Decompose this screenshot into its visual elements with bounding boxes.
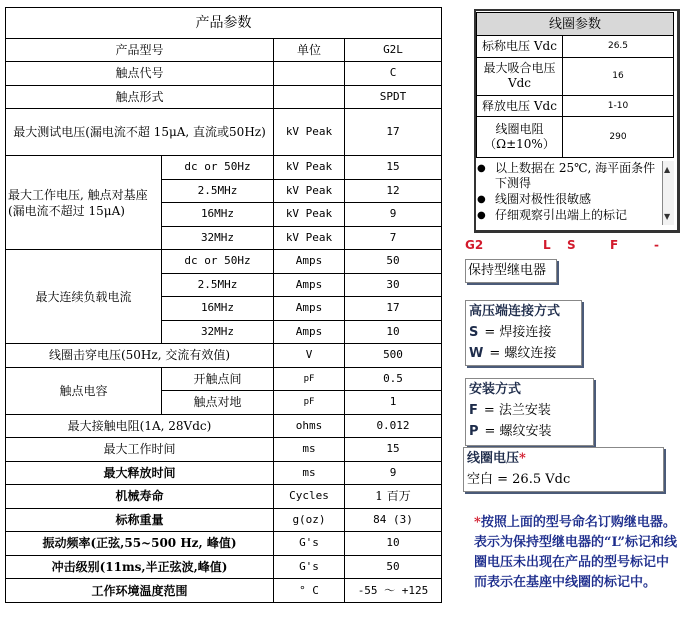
mcc-freq: dc or 50Hz bbox=[162, 250, 274, 274]
mcc-freq: 32MHz bbox=[162, 320, 274, 344]
mwv-value: 9 bbox=[345, 203, 442, 227]
mwv-unit: kV Peak bbox=[274, 156, 345, 180]
option-key: W bbox=[469, 346, 484, 361]
latching-box bbox=[465, 259, 557, 283]
note-item: ● 线圈对极性很敏感 bbox=[477, 192, 592, 206]
scroll-down-icon[interactable]: ▼ bbox=[664, 212, 671, 221]
weight-value: 84 (3) bbox=[345, 508, 442, 532]
contact-resistance-value: 0.012 bbox=[345, 414, 442, 438]
option-item: F = 法兰安装 bbox=[469, 403, 551, 418]
option-key: P bbox=[469, 424, 479, 439]
contact-resistance-unit: ohms bbox=[274, 414, 345, 438]
bullet-icon: ● bbox=[477, 210, 486, 221]
release-time-value: 9 bbox=[345, 461, 442, 485]
mwv-value: 7 bbox=[345, 226, 442, 250]
code-hv: S bbox=[567, 238, 576, 252]
capacitance-value: 0.5 bbox=[345, 367, 442, 391]
mwv-unit: kV Peak bbox=[274, 226, 345, 250]
coil-breakdown-value: 500 bbox=[345, 344, 442, 368]
release-time-label: 最大释放时间 bbox=[6, 461, 274, 485]
note-item: ● 以上数据在 25℃, 海平面条件下测得 bbox=[477, 161, 656, 190]
coil-row-label: 释放电压 Vdc bbox=[477, 96, 563, 117]
coil-breakdown-label: 线圈击穿电压(50Hz, 交流有效值) bbox=[6, 344, 274, 368]
mounting-box bbox=[465, 378, 594, 446]
coil-voltage-box bbox=[463, 447, 664, 492]
max-test-voltage-value: 17 bbox=[345, 109, 442, 156]
coil-notes bbox=[477, 161, 673, 225]
capacitance-sub: 开触点间 bbox=[162, 367, 274, 391]
contact-form-label: 触点形式 bbox=[6, 85, 274, 109]
option-item: W = 螺纹连接 bbox=[469, 346, 557, 361]
option-item: S = 焊接连接 bbox=[469, 325, 552, 340]
vibration-unit: G's bbox=[274, 532, 345, 556]
mechanical-life-label: 机械寿命 bbox=[6, 485, 274, 509]
coil-row-value: 26.5 bbox=[563, 36, 674, 57]
contact-code-value: C bbox=[345, 62, 442, 86]
capacitance-sub: 触点对地 bbox=[162, 391, 274, 415]
vibration-value: 10 bbox=[345, 532, 442, 556]
mcc-unit: Amps bbox=[274, 250, 345, 274]
weight-label: 标称重量 bbox=[6, 508, 274, 532]
weight-unit: g(oz) bbox=[274, 508, 345, 532]
mwv-freq: 16MHz bbox=[162, 203, 274, 227]
mcc-unit: Amps bbox=[274, 320, 345, 344]
mwv-value: 15 bbox=[345, 156, 442, 180]
footnote bbox=[474, 513, 680, 593]
footnote-text: 按照上面的型号命名订购继电器。表示为保持型继电器的“L”标记和线圈电压未出现在产品的型号标记中而表示在基座中线圈的标记中。 bbox=[474, 515, 677, 590]
operate-time-value: 15 bbox=[345, 438, 442, 462]
mcc-value: 30 bbox=[345, 273, 442, 297]
max-current-label: 最大连续负载电流 bbox=[6, 250, 162, 344]
asterisk: * bbox=[474, 515, 481, 530]
mechanical-life-unit: Cycles bbox=[274, 485, 345, 509]
max-test-voltage-label: 最大测试电压(漏电流不超 15μA, 直流或50Hz) bbox=[6, 109, 274, 156]
coil-row-value: 16 bbox=[563, 57, 674, 96]
coil-breakdown-unit: V bbox=[274, 344, 345, 368]
max-test-voltage-unit: kV Peak bbox=[274, 109, 345, 156]
coil-row-label: 线圈电阻（Ω±10%） bbox=[477, 117, 563, 158]
header-unit: 单位 bbox=[274, 38, 345, 62]
max-working-voltage-label: 最大工作电压, 触点对基座(漏电流不超过 15μA) bbox=[6, 156, 162, 250]
shock-label: 冲击级别(11ms,半正弦波,峰值) bbox=[6, 555, 274, 579]
option-key: S bbox=[469, 325, 479, 340]
hv-connection-title: 高压端连接方式 bbox=[469, 304, 561, 319]
latching-text: 保持型继电器 bbox=[468, 263, 547, 278]
hv-connection-box bbox=[465, 300, 582, 366]
mwv-unit: kV Peak bbox=[274, 203, 345, 227]
temperature-value: -55 ～ +125 bbox=[345, 579, 442, 603]
coil-voltage-text: 空白 = 26.5 Vdc bbox=[467, 472, 571, 487]
note-item: ● 仔细观察引出端上的标记 bbox=[477, 208, 628, 222]
bullet-icon: ● bbox=[477, 163, 486, 174]
scroll-up-icon[interactable]: ▲ bbox=[664, 165, 671, 174]
mwv-freq: 32MHz bbox=[162, 226, 274, 250]
capacitance-unit: pF bbox=[274, 367, 345, 391]
mounting-title: 安装方式 bbox=[469, 382, 522, 397]
capacitance-unit: pF bbox=[274, 391, 345, 415]
coil-row-label: 标称电压 Vdc bbox=[477, 36, 563, 57]
shock-value: 50 bbox=[345, 555, 442, 579]
coil-row-value: 290 bbox=[563, 117, 674, 158]
contact-code-label: 触点代号 bbox=[6, 62, 274, 86]
option-key: F bbox=[469, 403, 478, 418]
mcc-unit: Amps bbox=[274, 297, 345, 321]
mcc-value: 50 bbox=[345, 250, 442, 274]
code-mounting: F bbox=[610, 238, 619, 252]
notes-scrollbar[interactable] bbox=[662, 161, 674, 225]
code-series: G2 bbox=[465, 238, 484, 252]
operate-time-unit: ms bbox=[274, 438, 345, 462]
table-title: 产品参数 bbox=[6, 8, 442, 39]
contact-resistance-label: 最大接触电阻(1A, 28Vdc) bbox=[6, 414, 274, 438]
mcc-value: 10 bbox=[345, 320, 442, 344]
mcc-unit: Amps bbox=[274, 273, 345, 297]
mcc-value: 17 bbox=[345, 297, 442, 321]
contact-form-value: SPDT bbox=[345, 85, 442, 109]
bullet-icon: ● bbox=[477, 194, 486, 205]
mwv-unit: kV Peak bbox=[274, 179, 345, 203]
release-time-unit: ms bbox=[274, 461, 345, 485]
coil-parameters-table bbox=[476, 12, 674, 158]
option-item: P = 螺纹安装 bbox=[469, 424, 552, 439]
capacitance-label: 触点电容 bbox=[6, 367, 162, 414]
coil-table-title: 线圈参数 bbox=[477, 13, 674, 36]
capacitance-value: 1 bbox=[345, 391, 442, 415]
shock-unit: G's bbox=[274, 555, 345, 579]
temperature-unit: ° C bbox=[274, 579, 345, 603]
coil-row-value: 1-10 bbox=[563, 96, 674, 117]
vibration-label: 振动频率(正弦,55~500 Hz, 峰值) bbox=[6, 532, 274, 556]
mcc-freq: 16MHz bbox=[162, 297, 274, 321]
mwv-freq: dc or 50Hz bbox=[162, 156, 274, 180]
header-g2l: G2L bbox=[345, 38, 442, 62]
coil-voltage-title: 线圈电压* bbox=[467, 451, 526, 466]
mechanical-life-value: 1 百万 bbox=[345, 485, 442, 509]
asterisk: * bbox=[519, 451, 526, 466]
temperature-label: 工作环境温度范围 bbox=[6, 579, 274, 603]
mwv-freq: 2.5MHz bbox=[162, 179, 274, 203]
coil-row-label: 最大吸合电压 Vdc bbox=[477, 57, 563, 96]
header-model: 产品型号 bbox=[6, 38, 274, 62]
product-parameters-table bbox=[5, 7, 442, 603]
operate-time-label: 最大工作时间 bbox=[6, 438, 274, 462]
code-dash: - bbox=[654, 238, 659, 252]
mwv-value: 12 bbox=[345, 179, 442, 203]
mcc-freq: 2.5MHz bbox=[162, 273, 274, 297]
code-latching: L bbox=[543, 238, 551, 252]
